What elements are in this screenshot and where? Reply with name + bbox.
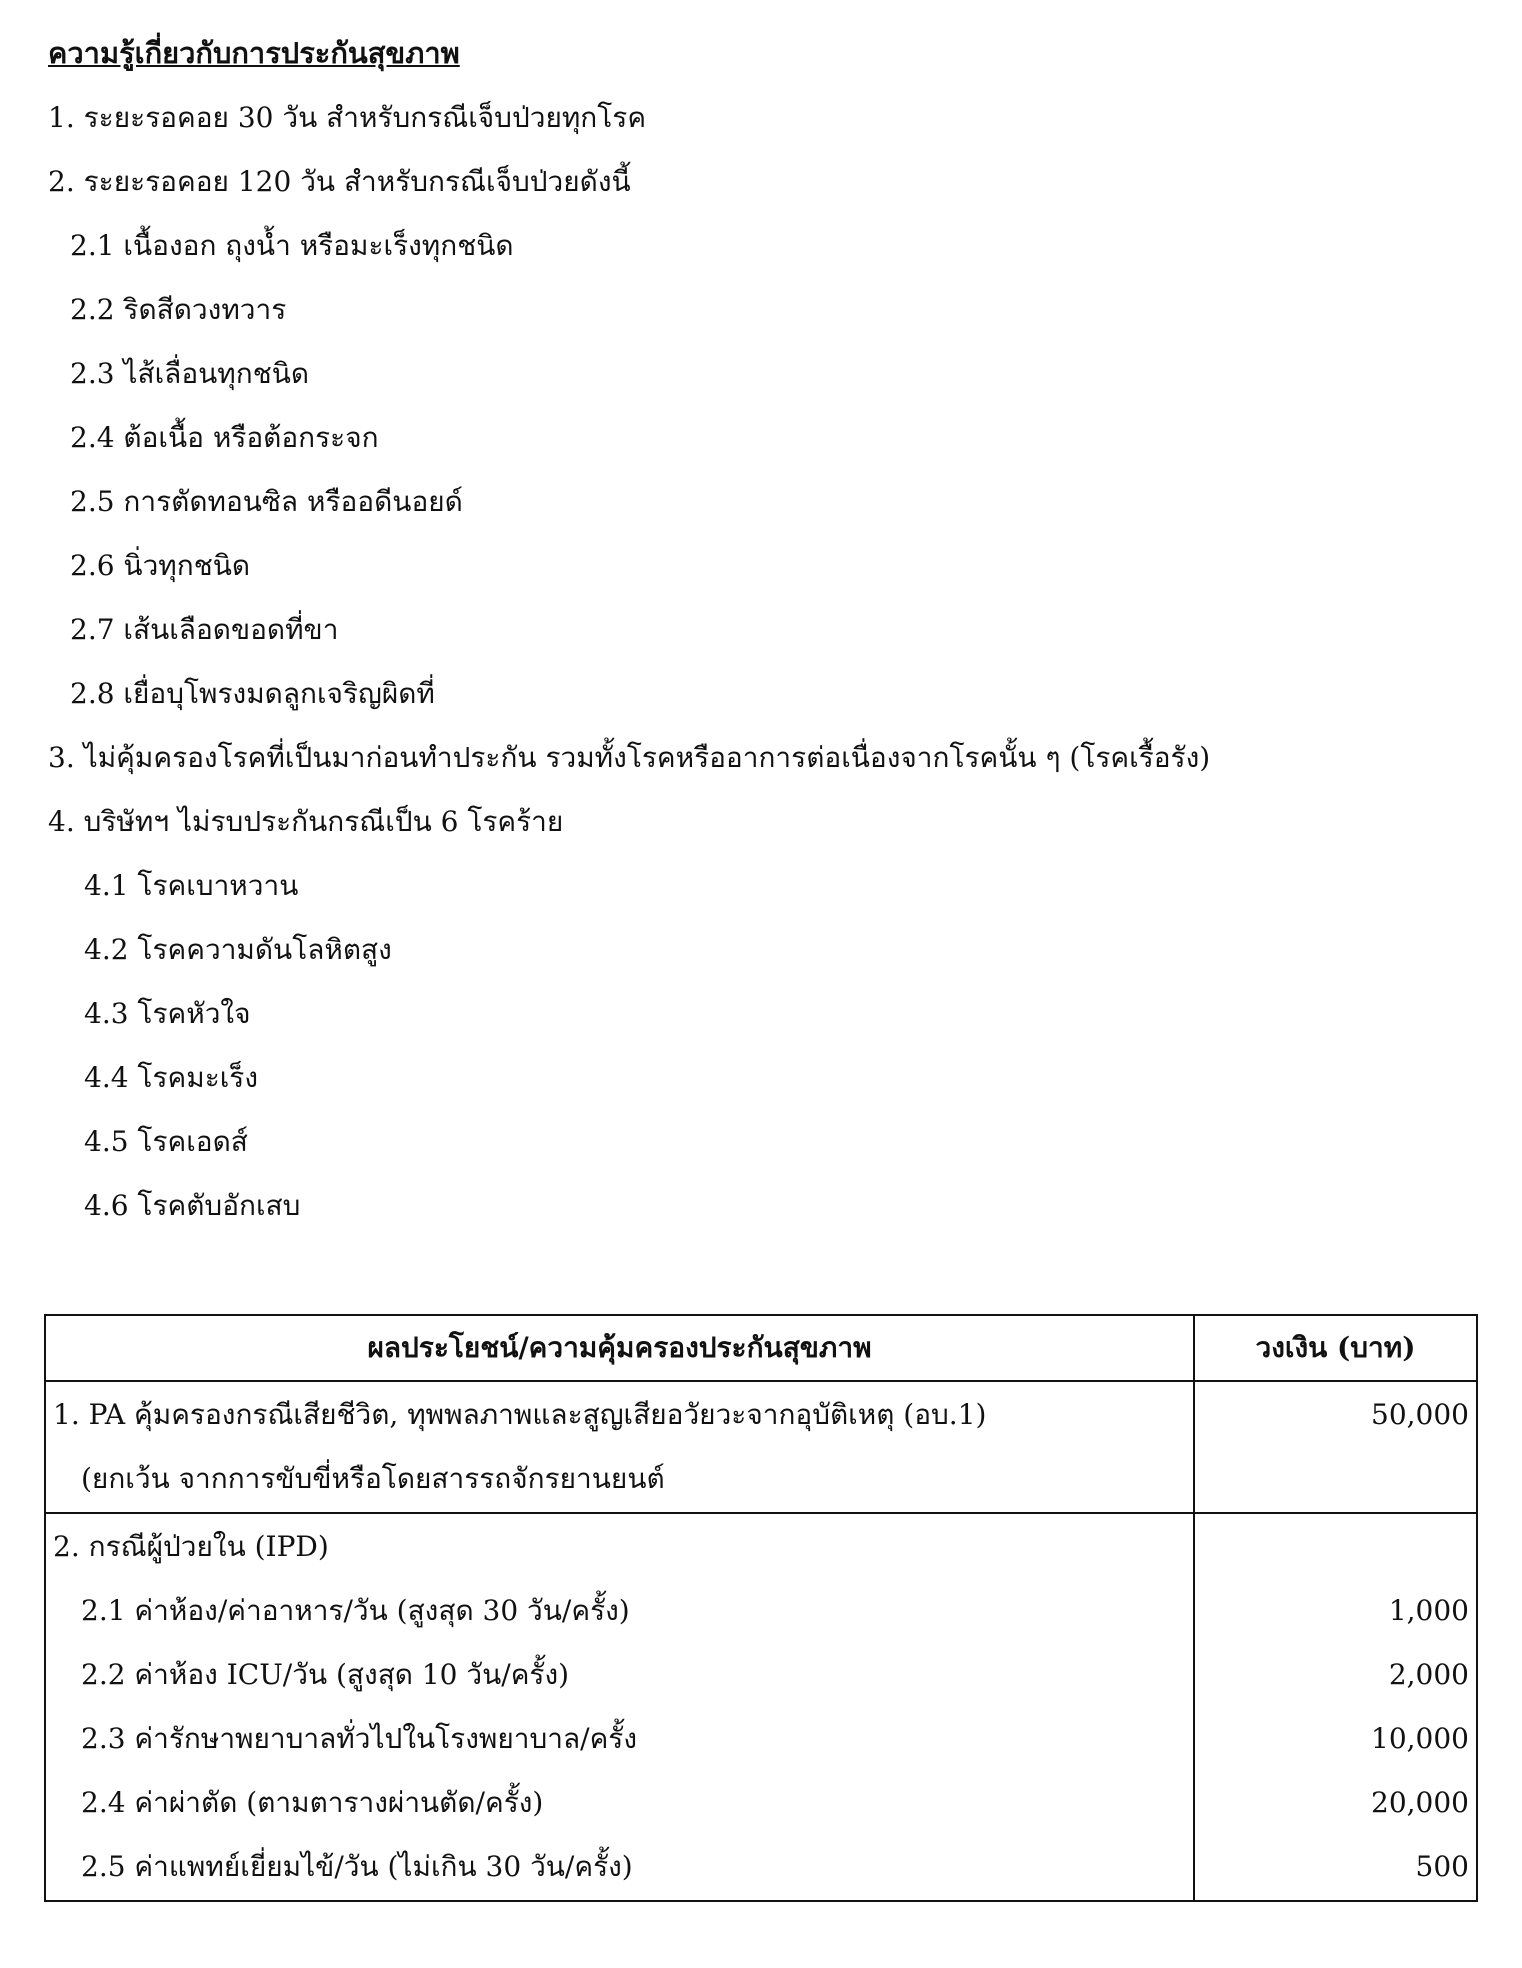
ipd-item-label: 2.1 ค่าห้อง/ค่าอาหาร/วัน (สูงสุด 30 วัน/ครั้ง) bbox=[81, 1594, 630, 1627]
pa-amount-cell bbox=[1194, 1381, 1477, 1513]
list-item-2-2: 2.2 ริดสีดวงทวาร bbox=[70, 293, 287, 326]
ipd-item-amount: 2,000 bbox=[1388, 1658, 1469, 1691]
list-item-4-4: 4.4 โรคมะเร็ง bbox=[84, 1061, 259, 1094]
list-item-4-6: 4.6 โรคตับอักเสบ bbox=[84, 1189, 301, 1222]
list-item-2-8: 2.8 เยื่อบุโพรงมดลูกเจริญผิดที่ bbox=[70, 677, 435, 710]
ipd-amount-cell bbox=[1194, 1513, 1477, 1901]
ipd-title: 2. กรณีผู้ป่วยใน (IPD) bbox=[53, 1530, 329, 1563]
pa-amount: 50,000 bbox=[1371, 1398, 1469, 1431]
list-item-4: 4. บริษัทฯ ไม่รบประกันกรณีเป็น 6 โรคร้าย bbox=[48, 805, 564, 838]
list-item-2-5: 2.5 การตัดทอนซิล หรืออดีนอยด์ bbox=[70, 485, 463, 518]
list-item-1: 1. ระยะรอคอย 30 วัน สำหรับกรณีเจ็บป่วยทุกโรค bbox=[48, 101, 647, 134]
list-item-2: 2. ระยะรอคอย 120 วัน สำหรับกรณีเจ็บป่วยดังนี้ bbox=[48, 165, 631, 198]
list-item-2-4: 2.4 ต้อเนื้อ หรือต้อกระจก bbox=[70, 421, 379, 454]
ipd-item-label: 2.2 ค่าห้อง ICU/วัน (สูงสุด 10 วัน/ครั้ง) bbox=[81, 1658, 570, 1691]
table-header-row bbox=[45, 1315, 1477, 1381]
list-item-4-1: 4.1 โรคเบาหวาน bbox=[84, 869, 299, 902]
list-item-2-1: 2.1 เนื้องอก ถุงน้ำ หรือมะเร็งทุกชนิด bbox=[70, 229, 514, 262]
list-item-2-7: 2.7 เส้นเลือดขอดที่ขา bbox=[70, 613, 339, 646]
pa-line-1: 1. PA คุ้มครองกรณีเสียชีวิต, ทุพพลภาพและสูญเสียอวัยวะจากอุบัติเหตุ (อบ.1) bbox=[53, 1398, 987, 1431]
page-heading: ความรู้เกี่ยวกับการประกันสุขภาพ bbox=[48, 36, 460, 70]
pa-line-2: (ยกเว้น จากการขับขี่หรือโดยสารรถจักรยานยนต์ bbox=[81, 1462, 665, 1495]
list-item-2-6: 2.6 นิ่วทุกชนิด bbox=[70, 549, 251, 582]
table-row-ipd bbox=[45, 1513, 1477, 1901]
list-item-4-2: 4.2 โรคความดันโลหิตสูง bbox=[84, 933, 392, 966]
benefits-table bbox=[44, 1314, 1478, 1902]
list-item-4-3: 4.3 โรคหัวใจ bbox=[84, 997, 251, 1030]
ipd-item-label: 2.5 ค่าแพทย์เยี่ยมไข้/วัน (ไม่เกิน 30 วัน/ครั้ง) bbox=[81, 1850, 633, 1883]
list-item-4-5: 4.5 โรคเอดส์ bbox=[84, 1125, 248, 1158]
table-row-pa bbox=[45, 1381, 1477, 1513]
ipd-item-label: 2.4 ค่าผ่าตัด (ตามตารางผ่านตัด/ครั้ง) bbox=[81, 1786, 544, 1819]
ipd-item-amount: 500 bbox=[1415, 1850, 1469, 1883]
ipd-item-amount: 20,000 bbox=[1371, 1786, 1469, 1819]
ipd-item-label: 2.3 ค่ารักษาพยาบาลทั่วไปในโรงพยาบาล/ครั้ง bbox=[81, 1722, 638, 1755]
header-amount: วงเงิน (บาท) bbox=[1194, 1315, 1477, 1381]
ipd-title-spacer bbox=[1196, 1515, 1475, 1579]
pa-description bbox=[45, 1381, 1194, 1513]
ipd-item-amount: 1,000 bbox=[1388, 1594, 1469, 1627]
ipd-item-amount: 10,000 bbox=[1371, 1722, 1469, 1755]
list-item-2-3: 2.3 ไส้เลื่อนทุกชนิด bbox=[70, 357, 310, 390]
header-benefits: ผลประโยชน์/ความคุ้มครองประกันสุขภาพ bbox=[45, 1315, 1194, 1381]
list-item-3: 3. ไม่คุ้มครองโรคที่เป็นมาก่อนทำประกัน รวมทั้งโรคหรืออาการต่อเนื่องจากโรคนั้น ๆ (โรคเรื้อรัง) bbox=[48, 741, 1211, 774]
ipd-description bbox=[45, 1513, 1194, 1901]
